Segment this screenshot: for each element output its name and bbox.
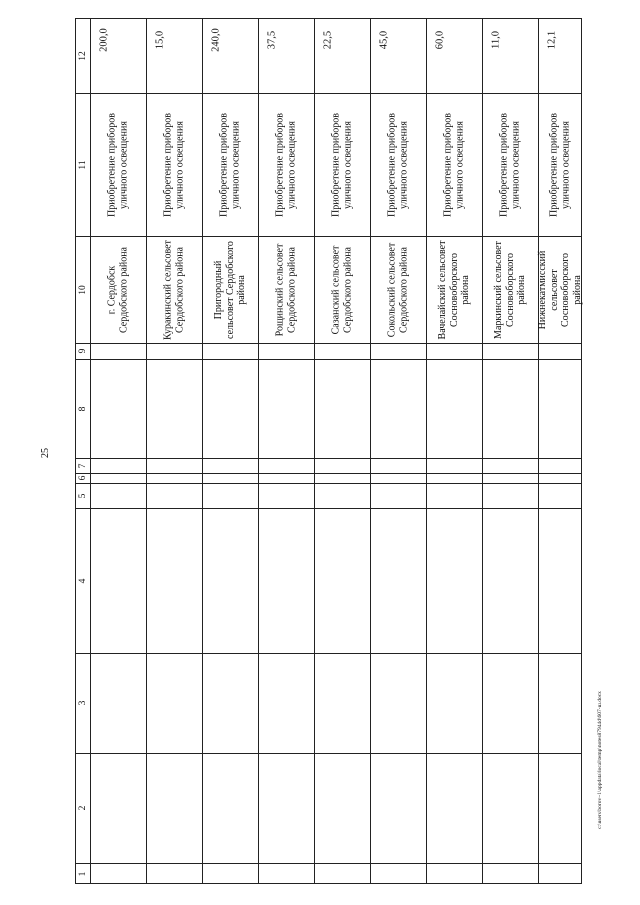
row-6-area-text: Сокольский сельсовет Сердобского района [386,242,409,337]
column-header-8 [75,359,90,458]
column-header-11-text: 11 [77,159,88,170]
table-rule [75,753,582,754]
row-2-purpose-text: Приобретение приборов уличного освещения [162,112,185,217]
column-header-6 [75,473,90,483]
row-2-amount [146,18,202,93]
page-number: 25 [40,448,51,458]
column-header-3-text: 3 [77,700,88,706]
column-header-11 [75,93,90,236]
row-3-area [202,236,258,343]
row-1-area [90,236,146,343]
row-5-area-text: Сазанский сельсовет Сердобского района [330,245,353,334]
table-rule [75,359,582,360]
row-4-amount-text: 37,5 [266,30,278,50]
column-header-9 [75,343,90,359]
column-header-1 [75,863,90,884]
row-6-amount [370,18,426,93]
row-7-amount-text: 60,0 [434,30,446,50]
column-header-7 [75,458,90,473]
column-header-10-text: 10 [77,284,88,295]
row-3-purpose [202,93,258,236]
row-5-amount-text: 22,5 [322,30,334,50]
row-1-area-text: г. Сердобск Сердобского района [106,246,129,333]
row-2-amount-text: 15,0 [154,30,166,50]
row-8-purpose-text: Приобретение приборов уличного освещения [498,112,521,217]
row-6-purpose-text: Приобретение приборов уличного освещения [386,112,409,217]
row-8-amount [482,18,538,93]
row-9-purpose-text: Приобретение приборов уличного освещения [548,112,571,217]
column-header-9-text: 9 [77,348,88,354]
row-4-amount [258,18,314,93]
row-9-area [538,236,582,343]
row-2-purpose [146,93,202,236]
row-1-amount-text: 200,0 [98,28,110,52]
row-1-purpose [90,93,146,236]
row-8-area [482,236,538,343]
row-7-area [426,236,482,343]
row-3-amount [202,18,258,93]
row-1-purpose-text: Приобретение приборов уличного освещения [106,112,129,217]
table-rule [75,458,582,459]
row-3-amount-text: 240,0 [210,28,222,52]
column-header-12 [75,18,90,93]
column-header-5 [75,483,90,508]
column-header-6-text: 6 [77,475,88,481]
column-header-1-text: 1 [77,871,88,876]
footer-file-path [592,691,608,829]
row-6-area [370,236,426,343]
row-5-amount [314,18,370,93]
row-9-purpose [538,93,582,236]
row-5-purpose [314,93,370,236]
row-6-amount-text: 45,0 [378,30,390,50]
row-9-amount [538,18,582,93]
row-6-purpose [370,93,426,236]
table-rule [75,483,582,484]
column-header-10 [75,236,90,343]
row-7-amount [426,18,482,93]
row-4-purpose [258,93,314,236]
row-3-purpose-text: Приобретение приборов уличного освещения [218,112,241,217]
row-4-purpose-text: Приобретение приборов уличного освещения [274,112,297,217]
table-rule [75,473,582,474]
row-2-area [146,236,202,343]
row-4-area-text: Рощинский сельсовет Сердобского района [274,243,297,336]
column-header-4-text: 4 [77,578,88,583]
table-rule [75,508,582,509]
column-header-2-text: 2 [77,805,88,811]
row-8-area-text: Маркинский сельсовет Сосновоборского района [492,240,527,339]
table-rule [75,653,582,654]
row-5-area [314,236,370,343]
column-header-8-text: 8 [77,406,88,411]
footer-file-path-text: c:\users\borov~1\appdata\local\temp\notes87944d\607-ш.docx [597,691,603,829]
table-rule [75,863,582,864]
row-7-purpose [426,93,482,236]
column-header-7-text: 7 [77,463,88,468]
row-7-area-text: Вачелайский сельсовет Сосновоборского района [436,240,471,339]
column-header-4 [75,508,90,653]
column-header-3 [75,653,90,753]
row-2-area-text: Куракинский сельсовет Сердобского района [162,239,185,340]
row-9-area-text: Нижнекатмисский сельсовет Сосновоборского района [537,250,583,329]
row-5-purpose-text: Приобретение приборов уличного освещения [330,112,353,217]
column-header-2 [75,753,90,863]
row-3-area-text: Пригородный сельсовет Сердобского района [212,240,247,339]
row-1-amount [90,18,146,93]
row-7-purpose-text: Приобретение приборов уличного освещения [442,112,465,217]
row-9-amount-text: 12,1 [546,30,558,50]
table-rule [75,883,582,884]
row-8-purpose [482,93,538,236]
column-header-12-text: 12 [77,50,88,61]
column-header-5-text: 5 [77,493,88,498]
table-rule [75,343,582,344]
row-8-amount-text: 11,0 [490,31,502,49]
row-4-area [258,236,314,343]
budget-table [75,18,582,884]
